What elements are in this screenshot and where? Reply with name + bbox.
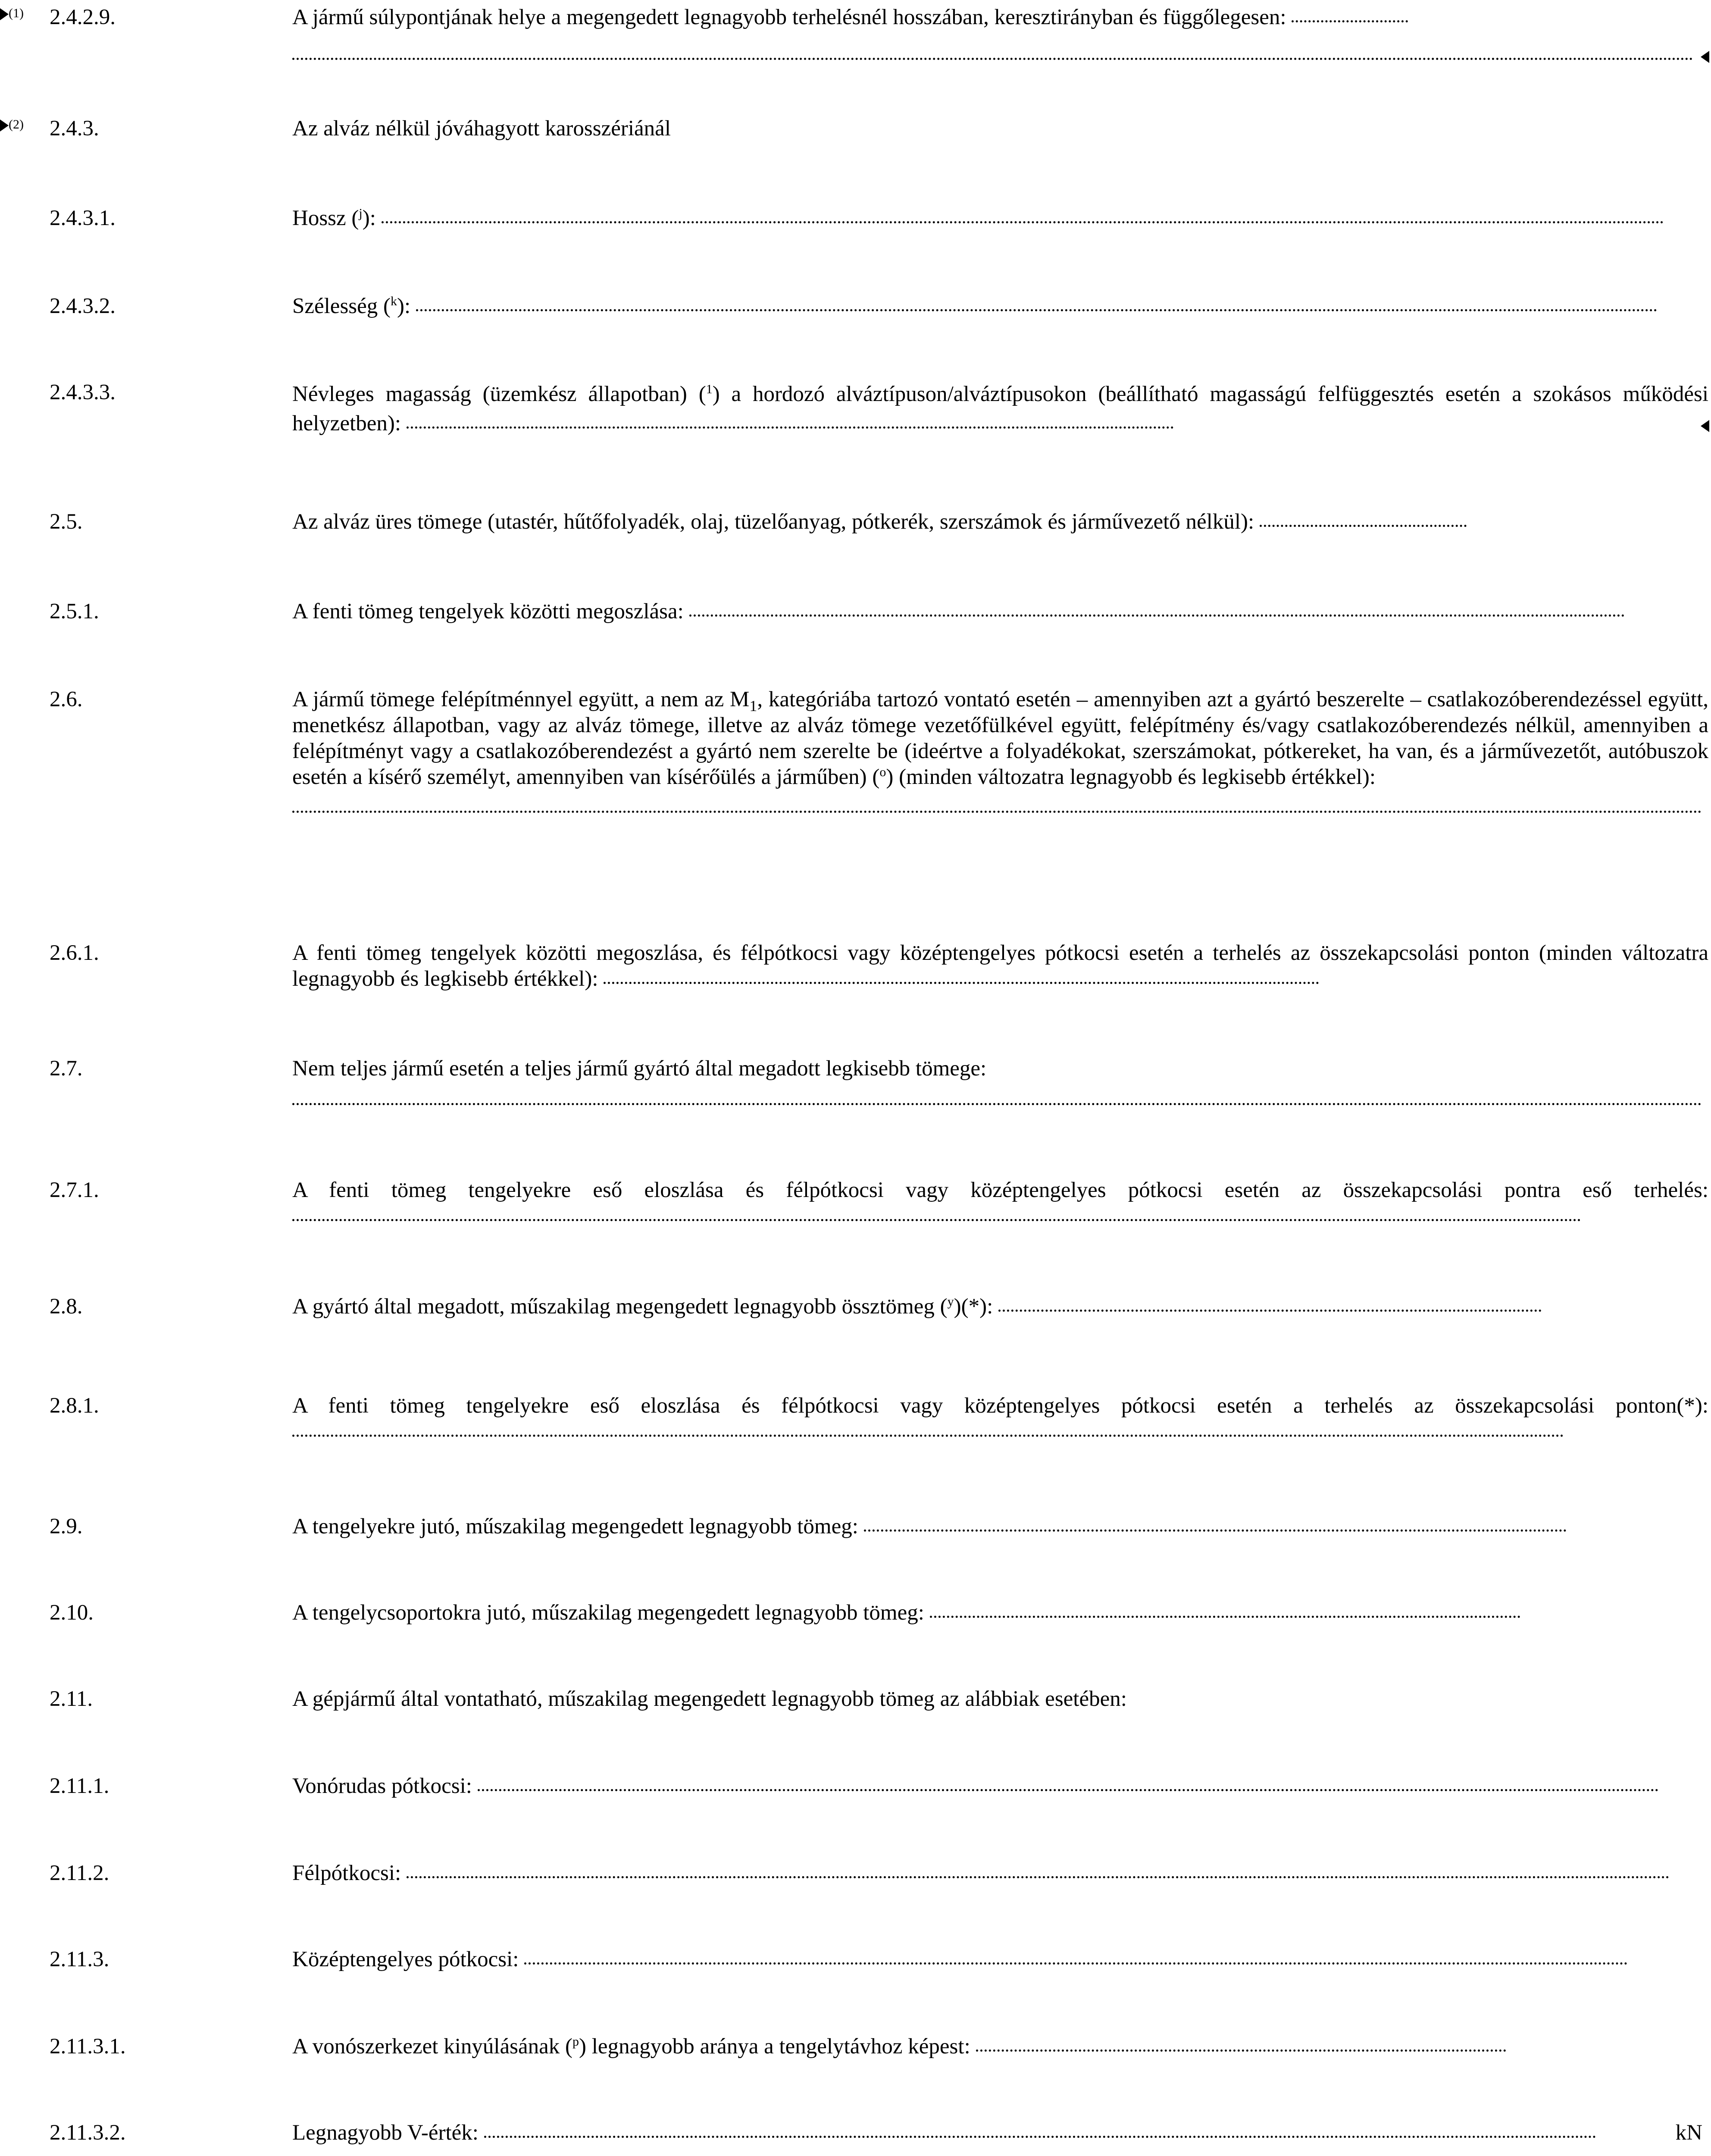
item-label: A fenti tömeg tengelyek közötti megoszlása, és félpótkocsi vagy középtengelyes pótkocsi esetén a terhelés az összekapcsolási ponton (minden változatra legnagyobb és legkisebb értékkel): <box>292 941 1708 991</box>
item-label: A fenti tömeg tengelyek közötti megoszlása: <box>292 599 684 624</box>
footnote-ref: 1 <box>706 382 713 396</box>
item-text <box>292 1514 1708 1539</box>
item-text <box>292 293 1708 319</box>
item-label: A gyártó által megadott, műszakilag megengedett legnagyobb össztömeg ( <box>292 1294 948 1319</box>
item-label: A jármű súlypontjának helye a megengedett legnagyobb terhelésnél hosszában, keresztirányban és függőlegesen: <box>292 5 1286 29</box>
item-number: 2.11. <box>50 1687 93 1711</box>
item-number: 2.11.3.1. <box>50 2034 126 2059</box>
item-text <box>292 205 1708 231</box>
item-text <box>292 379 1708 438</box>
amendment-end-arrow-icon <box>1701 51 1709 63</box>
item-text <box>292 4 1708 30</box>
amendment-marker-label: (1) <box>9 6 24 20</box>
fill-in-line <box>524 1962 1628 1965</box>
item-label: Félpótkocsi: <box>292 1861 401 1885</box>
item-label: A tengelyekre jutó, műszakilag megengedett legnagyobb tömeg: <box>292 1514 858 1539</box>
item-label: A tengelycsoportokra jutó, műszakilag megengedett legnagyobb tömeg: <box>292 1601 924 1625</box>
item-number: 2.4.2.9. <box>50 5 116 29</box>
fill-in-line <box>416 309 1658 311</box>
item-label: A fenti tömeg tengelyekre eső eloszlása és félpótkocsi vagy középtengelyes pótkocsi esetén az összekapcsolási pontra eső terhelés: <box>292 1178 1708 1202</box>
item-text <box>292 686 1708 813</box>
item-text <box>292 1600 1708 1626</box>
fill-in-line <box>864 1529 1567 1532</box>
item-text <box>292 2034 1708 2059</box>
item-label: Nem teljes jármű esetén a teljes jármű gyártó által megadott legkisebb tömege: <box>292 1056 987 1081</box>
fill-in-line <box>382 221 1664 223</box>
item-text <box>292 1177 1708 1229</box>
item-label-end: ): <box>362 206 376 230</box>
item-label-end: ) legnagyobb aránya a tengelytávhoz képest: <box>579 2034 970 2059</box>
item-label: Szélesség ( <box>292 294 391 318</box>
item-text <box>292 940 1708 992</box>
fill-in-line <box>484 2136 1596 2138</box>
footnote-ref: k <box>391 294 397 308</box>
footnote-ref: p <box>572 2034 579 2049</box>
item-text <box>292 1946 1708 1972</box>
fill-in-line <box>1260 525 1467 527</box>
amendment-marker-1 <box>0 7 24 20</box>
fill-in-line <box>292 1103 1702 1105</box>
amendment-end-arrow-icon <box>1701 420 1709 432</box>
item-label: Legnagyobb V-érték: <box>292 2121 479 2145</box>
fill-in-line <box>407 426 1174 429</box>
fill-in-line <box>292 811 1702 813</box>
item-number: 2.8. <box>50 1294 83 1319</box>
item-label: Hossz ( <box>292 206 359 230</box>
fill-in-line <box>407 1876 1670 1878</box>
item-number: 2.11.2. <box>50 1861 109 1885</box>
item-number: 2.4.3.2. <box>50 294 116 318</box>
fill-in-line <box>976 2049 1506 2052</box>
amendment-start-arrow-icon <box>0 8 9 20</box>
item-number: 2.8.1. <box>50 1394 99 1418</box>
item-number: 2.4.3.1. <box>50 206 116 230</box>
document-page: (1) 2.4.2.9. A jármű súlypontjának helye a megengedett legnagyobb terhelésnél hosszában, keresztirányban és függőlegesen: (2) 2.4.3. Az alváz nélkül jóváhagyott karosszériánál 2.4.3.1. Hossz ($^j$): 2.4.3.2. Szélesség ($^k$): 2.4.3.3. Névleges magasság (üzemkész állapotban) ($^1$) a hordozó alváztípuson/alváztípusokon (beállítható magasságú felfüggesztés esetén a szokásos működési helyzetben): 2.5. Az alváz üres tömege (utastér, hűtőfolyadék, olaj, tüzelőanyag, pótkerék, szerszámok és járművezető nélkül): 2.5.1. A fenti tömeg tengelyek közötti megoszlása: 2.6. A jármű tömege felépítménnyel együtt, a nem az $M_1$, kategóriába tartozó vontató esetén – amennyiben azt a gyártó beszerelte – csatlakozóberendezéssel együtt, menetkész állapotban, vagy az alváz tömege, illetve az alváz tömege vezetőfülkével együtt, felépítmény és/vagy csatlakozóberendezés nélkül, amennyiben a felépítményt vagy a csatlakozóberendezést a gyártó nem szerelte be (ideértve a folyadékokat, szerszámokat, pótkereket, ha van, és a járművezetőt, autóbuszok esetén a kísérő személyt, amennyiben van kísérőülés a járműben) ($^o$) (minden változatra legnagyobb és legkisebb értékkel): 2.6.1. A fenti tömeg tengelyek közötti megoszlása, és félpótkocsi vagy középtengelyes pótkocsi esetén a terhelés az összekapcsolási ponton (minden változatra legnagyobb és legkisebb értékkel): 2.7. Nem teljes jármű esetén a teljes jármű gyártó által megadott legkisebb tömege: 2.7.1. A fenti tömeg tengelyekre eső eloszlása és félpótkocsi vagy középtengelyes pótkocsi esetén az összekapcsolási pontra eső terhelés: 2.8. A gyártó által megadott, műszakilag megengedett legnagyobb össztömeg ($^y$)(*): 2.8.1. A fenti tömeg tengelyekre eső eloszlása és félpótkocsi vagy középtengelyes pótkocsi esetén a terhelés az összekapcsolási ponton(*): 2.9. A tengelyekre jutó, műszakilag megengedett legnagyobb tömeg: 2.10. A tengelycsoportokra jutó, műszakilag megengedett legnagyobb tömeg: 2.11. A gépjármű által vontatható, műszakilag megengedett legnagyobb tömeg az alábbiak esetében: 2.11.1. Vonórudas pótkocsi: 2.11.2. Félpótkocsi: 2.11.3. Középtengelyes pótkocsi: 2.11.3.1. A vonószerkezet kinyúlásának ($^p$) legnagyobb aránya a tengelytávhoz képest: 2.11.3.2. Legnagyobb V-érték: kN <box>0 0 1711 2156</box>
fill-in-line <box>292 1219 1581 1221</box>
category-subscript: 1 <box>749 697 757 715</box>
fill-in-line <box>478 1789 1659 1791</box>
fill-in-line <box>998 1310 1542 1312</box>
item-number: 2.9. <box>50 1514 83 1539</box>
item-label-end: ): <box>397 294 411 318</box>
footnote-ref: o <box>879 765 886 779</box>
item-number: 2.11.3.2. <box>50 2121 126 2145</box>
item-number: 2.6.1. <box>50 941 99 965</box>
item-label: Vonórudas pótkocsi: <box>292 1774 472 1798</box>
item-number: 2.5. <box>50 510 83 534</box>
item-label: A gépjármű által vontatható, műszakilag megengedett legnagyobb tömeg az alábbiak esetében: <box>292 1687 1127 1711</box>
item-number: 2.4.3. <box>50 116 99 141</box>
item-label: A jármű tömege felépítménnyel együtt, a nem az M <box>292 687 750 711</box>
item-text <box>292 1056 1708 1105</box>
fill-in-line <box>689 614 1625 617</box>
item-number: 2.4.3.3. <box>50 380 116 404</box>
item-number: 2.11.3. <box>50 1947 109 1971</box>
item-text <box>292 1294 1708 1319</box>
item-label: Az alváz üres tömege (utastér, hűtőfolyadék, olaj, tüzelőanyag, pótkerék, szerszámok és járművezető nélkül): <box>292 510 1254 534</box>
item-number: 2.10. <box>50 1601 94 1625</box>
footnote-ref: j <box>359 206 363 220</box>
item-label: Névleges magasság (üzemkész állapotban) ( <box>292 382 706 406</box>
footnote-ref: y <box>947 1294 954 1309</box>
item-number: 2.7. <box>50 1056 83 1081</box>
item-label-cont: , kategóriába tartozó vontató esetén – amennyiben azt a gyártó beszerelte – csatlakozóberendezéssel együtt, menetkész állapotban, vagy az alváz tömege, illetve az alváz tömege vezetőfülkével együtt, felépítmény és/vagy csatlakozóberendezés nélkül, amennyiben a felépítményt vagy a csatlakozóberendezést a gyártó nem szerelte be (ideértve a folyadékokat, szerszámokat, pótkereket, ha van, és a járművezetőt, autóbuszok esetén a kísérő személyt, amennyiben van kísérőülés a járműben) ( <box>292 687 1709 789</box>
item-number: 2.5.1. <box>50 599 99 624</box>
item-label: A fenti tömeg tengelyekre eső eloszlása és félpótkocsi vagy középtengelyes pótkocsi esetén a terhelés az összekapcsolási ponton(*): <box>292 1394 1708 1418</box>
item-text <box>292 2120 1708 2146</box>
fill-in-line <box>292 1435 1564 1437</box>
item-label-end: ) (minden változatra legnagyobb és legkisebb értékkel): <box>886 765 1376 789</box>
item-text <box>292 1393 1708 1445</box>
fill-in-line <box>604 982 1319 984</box>
amendment-start-arrow-icon <box>0 119 9 132</box>
item-number: 2.6. <box>50 687 83 711</box>
amendment-marker-label: (2) <box>9 117 24 132</box>
item-label: Középtengelyes pótkocsi: <box>292 1947 519 1971</box>
fill-in-line <box>292 58 1693 60</box>
item-text <box>292 1860 1708 1886</box>
item-label: A vonószerkezet kinyúlásának ( <box>292 2034 573 2059</box>
item-label-end: )(*): <box>954 1294 993 1319</box>
item-label-end: ) a hordozó alváztípuson/alváztípusokon (beállítható magasságú felfüggesztés esetén a szokásos működési helyzetben): <box>292 382 1708 436</box>
fill-in-line <box>930 1616 1520 1618</box>
fill-in-line <box>1292 20 1408 22</box>
item-text <box>292 1773 1708 1799</box>
item-label: Az alváz nélkül jóváhagyott karosszériánál <box>292 116 671 141</box>
item-text <box>292 509 1708 535</box>
item-text <box>292 116 1708 141</box>
item-text <box>292 599 1708 624</box>
item-number: 2.11.1. <box>50 1774 109 1798</box>
item-text <box>292 1686 1708 1712</box>
item-number: 2.7.1. <box>50 1178 99 1202</box>
amendment-marker-2 <box>0 118 24 132</box>
